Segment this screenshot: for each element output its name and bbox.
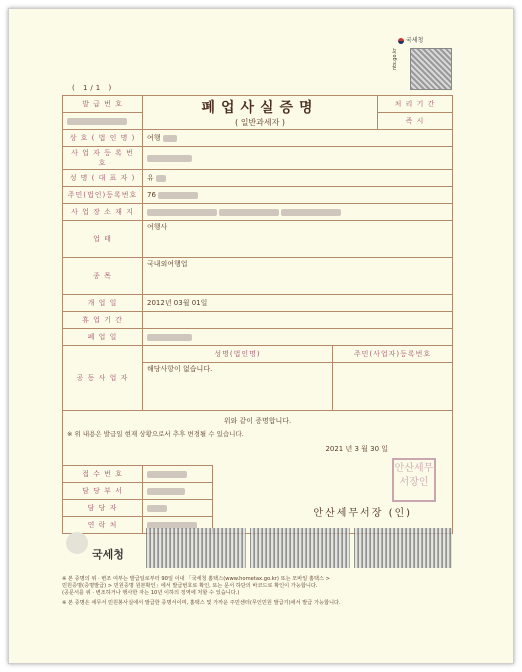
taegeuk-icon bbox=[398, 38, 404, 44]
receipt-no-value bbox=[143, 466, 213, 483]
partner-rrn-value bbox=[333, 363, 453, 411]
rrn-value: 76 bbox=[143, 187, 453, 204]
footer-logo bbox=[66, 530, 144, 566]
closure-label: 폐 업 일 bbox=[63, 329, 143, 346]
title-cell bbox=[143, 96, 378, 130]
official-seal: 안산세무서장인 bbox=[392, 458, 436, 502]
officer-label: 담 당 자 bbox=[63, 500, 143, 517]
rep-value: 유 bbox=[143, 170, 453, 187]
address-value bbox=[143, 204, 453, 221]
business-type-value: 여행사 bbox=[143, 221, 453, 258]
item-value: 국내외여행업 bbox=[143, 258, 453, 295]
dept-label: 담 당 부 서 bbox=[63, 483, 143, 500]
doc-subtitle: ( 일반과세자 ) bbox=[235, 118, 285, 127]
issue-no-value bbox=[63, 113, 143, 130]
opening-value: 2012년 03월 01일 bbox=[143, 295, 453, 312]
cert-line2: ※ 위 내용은 발급일 현재 상황으로서 추후 변경될 수 있습니다. bbox=[67, 430, 244, 438]
suspension-label: 휴 업 기 간 bbox=[63, 312, 143, 329]
business-type-label: 업 태 bbox=[63, 221, 143, 258]
opening-label: 개 업 일 bbox=[63, 295, 143, 312]
footnote-1: ※ 본 증명의 위 · 변조 여부는 발급일로부터 90일 이내 「국세청 홈택스(www.hometax.go.kr) 또는 모바일 홈택스 > 민원증명(증명발급) > 민원증명 원본확인」에서 발급번호로 확인, 또는 문서 하단의 바코드로 확인이 가능합니다. (공문서를 위 · 변조하거나 행사한 자는 10년 이하의 징역에 처할 수 있습니다.) bbox=[62, 576, 330, 596]
receipt-no-label: 접 수 번 호 bbox=[63, 466, 143, 483]
officer-value bbox=[143, 500, 213, 517]
logo-emblem-icon bbox=[66, 532, 88, 554]
partner-name-header: 성명(법인명) bbox=[143, 346, 333, 363]
partner-none: 해당사항이 없습니다. bbox=[143, 363, 333, 411]
barcode-1 bbox=[146, 528, 246, 568]
footer-logo-text: 국세청 bbox=[92, 548, 124, 561]
issue-no-label: 발 급 번 호 bbox=[63, 96, 143, 113]
office-name: 안산세무서장 (인) bbox=[313, 508, 413, 519]
site-vertical: nts.go.kr bbox=[392, 48, 398, 71]
cert-line1: 위와 같이 증명합니다. bbox=[223, 417, 292, 425]
rrn-label: 주민(법인)등록번호 bbox=[63, 187, 143, 204]
agency-mark: 국세청 bbox=[398, 35, 423, 44]
processing-label: 처 리 기 간 bbox=[378, 96, 453, 113]
processing-value: 즉 시 bbox=[378, 113, 453, 130]
doc-title: 폐업사실증명 bbox=[201, 100, 319, 116]
dept-value bbox=[143, 483, 213, 500]
item-label: 종 목 bbox=[63, 258, 143, 295]
partner-rrn-header: 주민(사업자)등록번호 bbox=[333, 346, 453, 363]
qr-code bbox=[410, 48, 452, 90]
reg-no-value bbox=[143, 147, 453, 170]
suspension-value bbox=[143, 312, 453, 329]
barcode-2 bbox=[250, 528, 350, 568]
trade-name-value: 여행 bbox=[143, 130, 453, 147]
contact-label: 연 락 처 bbox=[63, 517, 143, 534]
partners-label: 공 동 사 업 자 bbox=[63, 346, 143, 411]
cert-date: 2021 년 3 월 30 일 bbox=[325, 445, 389, 453]
page-indicator: ( 1/1 ) bbox=[72, 84, 115, 92]
rep-label: 성 명 ( 대 표 자 ) bbox=[63, 170, 143, 187]
address-label: 사 업 장 소 재 지 bbox=[63, 204, 143, 221]
trade-name-label: 상 호 ( 법 인 명 ) bbox=[63, 130, 143, 147]
footnote-2: ※ 본 증명은 세무서 민원봉사실에서 발급한 증명서이며, 홈택스 및 가까운 주민센터(무인민원 발급기)에서 발급 가능합니다. bbox=[62, 600, 341, 606]
reg-no-label: 사 업 자 등 록 번 호 bbox=[63, 147, 143, 170]
barcode-3 bbox=[354, 528, 452, 568]
closure-value bbox=[143, 329, 453, 346]
